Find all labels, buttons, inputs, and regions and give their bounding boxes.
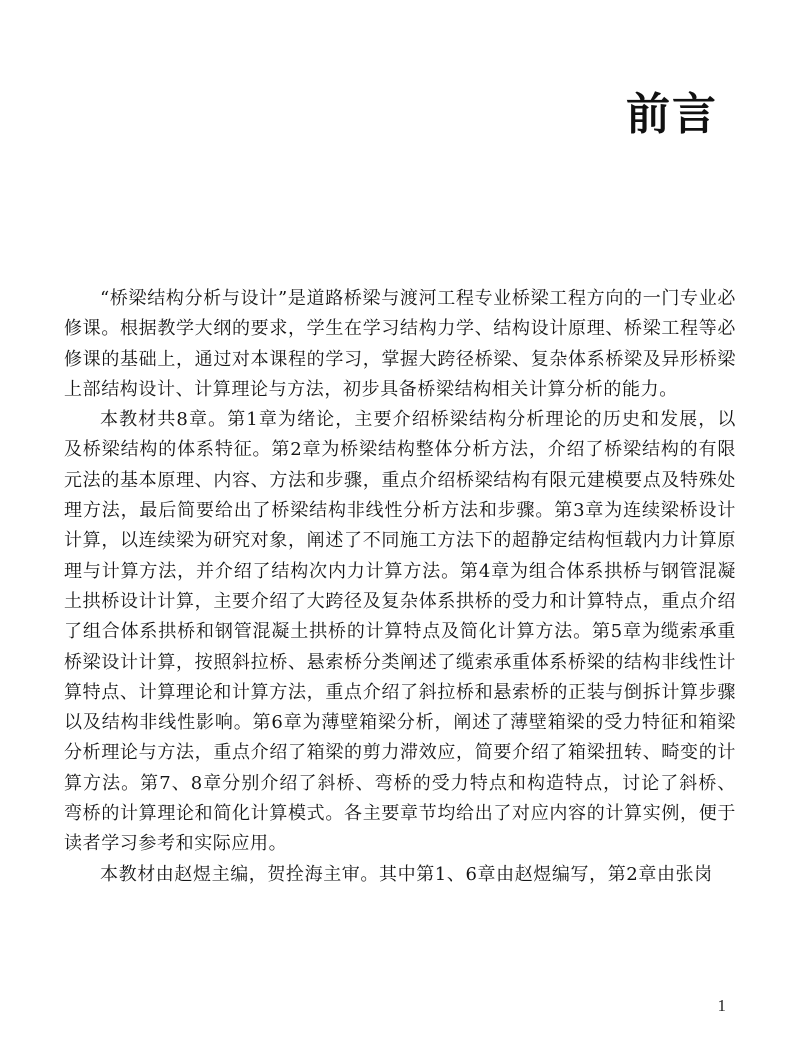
page-number: 1 <box>717 996 726 1015</box>
paragraph-authors: 本教材由赵煜主编，贺拴海主审。其中第1、6章由赵煜编写，第2章由张岗 <box>100 863 713 885</box>
body-text <box>64 284 736 890</box>
paragraph-course-intro: “桥梁结构分析与设计”是道路桥梁与渡河工程专业桥梁工程方向的一门专业必修课。根据教学大纲的要求，学生在学习结构力学、结构设计原理、桥梁工程等必修课的基础上，通过对本课程的学习，掌握大跨径桥梁、复杂体系桥梁及异形桥梁上部结构设计、计算理论与方法，初步具备桥梁结构相关计算分析的能力。 <box>64 288 736 400</box>
page-title: 前言 <box>626 89 718 140</box>
paragraph-chapter-overview: 本教材共8章。第1章为绪论，主要介绍桥梁结构分析理论的历史和发展，以及桥梁结构的体系特征。第2章为桥梁结构整体分析方法，介绍了桥梁结构的有限元法的基本原理、内容、方法和步骤，重点介绍桥梁结构有限元建模要点及特殊处理方法，最后简要给出了桥梁结构非线性分析方法和步骤。第3章为连续梁桥设计计算，以连续梁为研究对象，阐述了不同施工方法下的超静定结构恒载内力计算原理与计算方法，并介绍了结构次内力计算方法。第4章为组合体系拱桥与钢管混凝土拱桥设计计算，主要介绍了大跨径及复杂体系拱桥的受力和计算特点，重点介绍了组合体系拱桥和钢管混凝土拱桥的计算特点及简化计算方法。第5章为缆索承重桥梁设计计算，按照斜拉桥、悬索桥分类阐述了缆索承重体系桥梁的结构非线性计算特点、计算理论和计算方法，重点介绍了斜拉桥和悬索桥的正装与倒拆计算步骤以及结构非线性影响。第6章为薄壁箱梁分析，阐述了薄壁箱梁的受力特征和箱梁分析理论与方法，重点介绍了箱梁的剪力滞效应，简要介绍了箱梁扭转、畸变的计算方法。第7、8章分别介绍了斜桥、弯桥的受力特点和构造特点，讨论了斜桥、弯桥的计算理论和简化计算模式。各主要章节均给出了对应内容的计算实例，便于读者学习参考和实际应用。 <box>64 409 736 855</box>
